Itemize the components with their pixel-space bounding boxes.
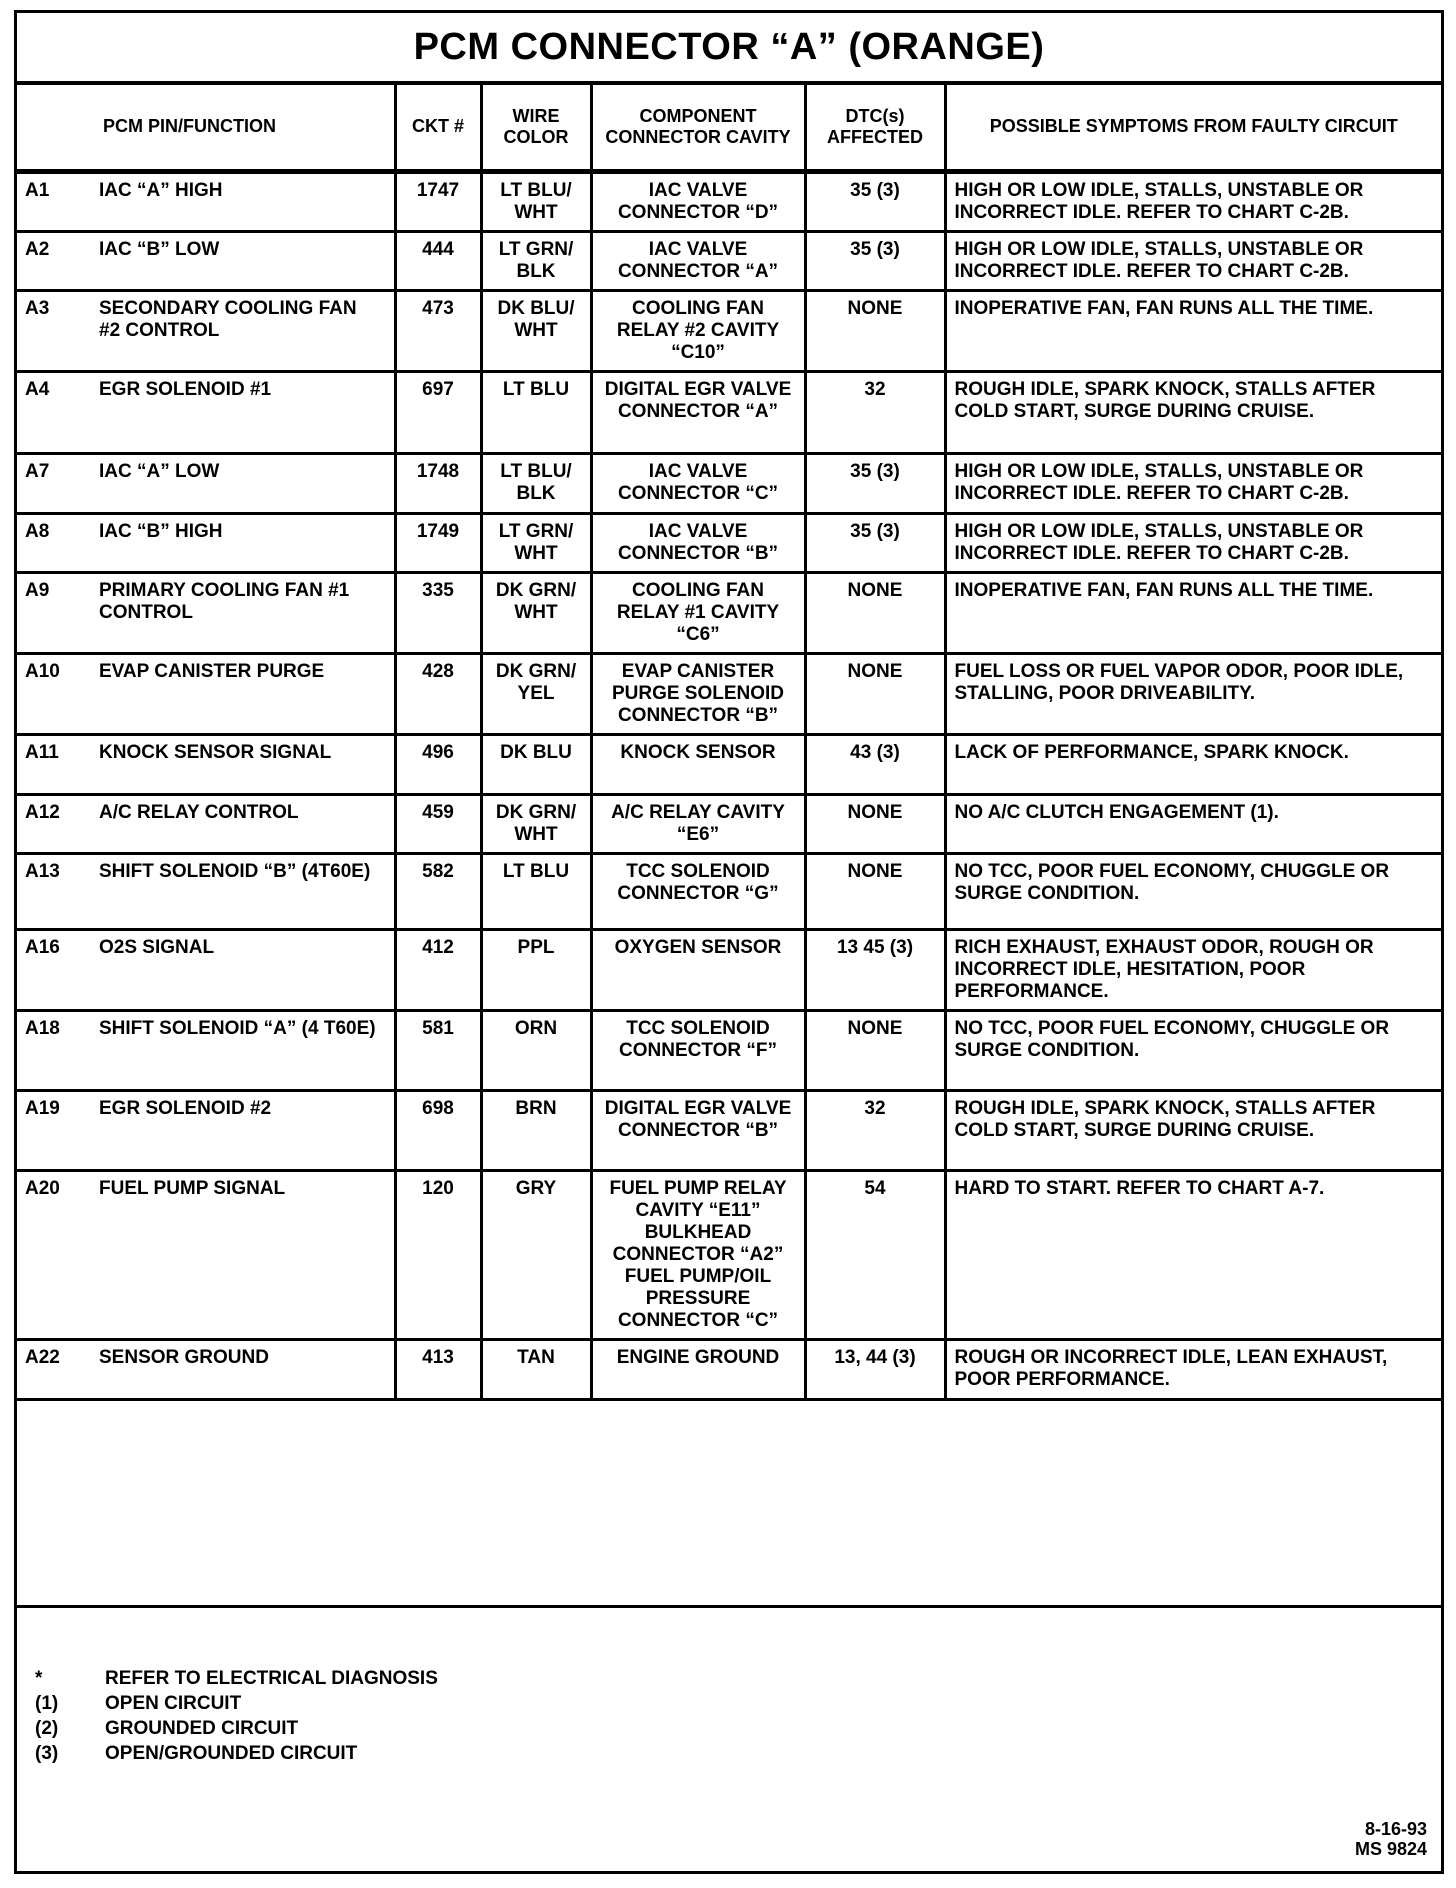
possible-symptoms: NO TCC, POOR FUEL ECONOMY, CHUGGLE OR SURGE CONDITION. xyxy=(945,1010,1441,1090)
possible-symptoms: HIGH OR LOW IDLE, STALLS, UNSTABLE OR INCORRECT IDLE. REFER TO CHART C-2B. xyxy=(945,231,1441,290)
dtc-affected: NONE xyxy=(805,572,945,653)
wire-color: BRN xyxy=(481,1090,591,1170)
possible-symptoms: NO A/C CLUTCH ENGAGEMENT (1). xyxy=(945,794,1441,853)
page-title: PCM CONNECTOR “A” (ORANGE) xyxy=(17,13,1441,85)
pin-function: SHIFT SOLENOID “B” (4T60E) xyxy=(99,860,371,882)
table-row xyxy=(17,290,1441,371)
pin-function-cell xyxy=(17,794,395,853)
dtc-affected: 35 (3) xyxy=(805,231,945,290)
dtc-affected: 35 (3) xyxy=(805,513,945,572)
pin-function-cell xyxy=(17,453,395,513)
note-mark: (2) xyxy=(35,1718,59,1739)
dtc-affected: 35 (3) xyxy=(805,171,945,231)
component-cavity: KNOCK SENSOR xyxy=(591,734,805,794)
table-row xyxy=(17,853,1441,929)
pin-function-cell xyxy=(17,572,395,653)
wire-color: TAN xyxy=(481,1339,591,1399)
ckt-number: 335 xyxy=(395,572,481,653)
component-cavity: A/C RELAY CAVITY “E6” xyxy=(591,794,805,853)
wire-color: LT BLU/ BLK xyxy=(481,453,591,513)
component-cavity: TCC SOLENOID CONNECTOR “G” xyxy=(591,853,805,929)
pin-function: IAC “A” LOW xyxy=(99,460,220,482)
pin-function-cell xyxy=(17,734,395,794)
pin-id: A8 xyxy=(25,520,50,542)
table-row xyxy=(17,371,1441,453)
pin-table xyxy=(17,85,1441,1401)
stamp-code: MS 9824 xyxy=(1354,1839,1427,1859)
pin-function: EGR SOLENOID #2 xyxy=(99,1097,272,1119)
possible-symptoms: ROUGH IDLE, SPARK KNOCK, STALLS AFTER COLD START, SURGE DURING CRUISE. xyxy=(945,371,1441,453)
possible-symptoms: ROUGH IDLE, SPARK KNOCK, STALLS AFTER COLD START, SURGE DURING CRUISE. xyxy=(945,1090,1441,1170)
dtc-affected: 32 xyxy=(805,1090,945,1170)
ckt-number: 1749 xyxy=(395,513,481,572)
note-item xyxy=(35,1691,438,1716)
ckt-number: 413 xyxy=(395,1339,481,1399)
wire-color: DK GRN/ WHT xyxy=(481,572,591,653)
possible-symptoms: HARD TO START. REFER TO CHART A-7. xyxy=(945,1170,1441,1339)
ckt-number: 698 xyxy=(395,1090,481,1170)
pin-function: PRIMARY COOLING FAN #1 CONTROL xyxy=(99,579,350,623)
note-item xyxy=(35,1741,438,1766)
dtc-affected: 54 xyxy=(805,1170,945,1339)
pin-id: A9 xyxy=(25,579,50,601)
table-row xyxy=(17,572,1441,653)
ckt-number: 459 xyxy=(395,794,481,853)
component-cavity: COOLING FAN RELAY #2 CAVITY “C10” xyxy=(591,290,805,371)
pin-function-cell xyxy=(17,853,395,929)
component-cavity: ENGINE GROUND xyxy=(591,1339,805,1399)
wire-color: LT BLU/ WHT xyxy=(481,171,591,231)
table-row xyxy=(17,513,1441,572)
pin-function: FUEL PUMP SIGNAL xyxy=(99,1177,286,1199)
ckt-number: 428 xyxy=(395,653,481,734)
component-cavity: IAC VALVE CONNECTOR “B” xyxy=(591,513,805,572)
component-cavity: IAC VALVE CONNECTOR “D” xyxy=(591,171,805,231)
table-row xyxy=(17,231,1441,290)
pin-id: A10 xyxy=(25,660,60,682)
component-cavity: EVAP CANISTER PURGE SOLENOID CONNECTOR “B” xyxy=(591,653,805,734)
wire-color: DK GRN/ YEL xyxy=(481,653,591,734)
table-row xyxy=(17,929,1441,1010)
pin-function-cell xyxy=(17,513,395,572)
table-row xyxy=(17,1170,1441,1339)
pin-function-cell xyxy=(17,929,395,1010)
ckt-number: 582 xyxy=(395,853,481,929)
pin-id: A12 xyxy=(25,801,60,823)
table-row xyxy=(17,453,1441,513)
possible-symptoms: FUEL LOSS OR FUEL VAPOR ODOR, POOR IDLE, STALLING, POOR DRIVEABILITY. xyxy=(945,653,1441,734)
possible-symptoms: NO TCC, POOR FUEL ECONOMY, CHUGGLE OR SURGE CONDITION. xyxy=(945,853,1441,929)
table-row xyxy=(17,653,1441,734)
wire-color: GRY xyxy=(481,1170,591,1339)
note-mark: * xyxy=(35,1668,43,1689)
possible-symptoms: HIGH OR LOW IDLE, STALLS, UNSTABLE OR INCORRECT IDLE. REFER TO CHART C-2B. xyxy=(945,513,1441,572)
pin-function-cell xyxy=(17,290,395,371)
header-wire-color: WIRE COLOR xyxy=(481,85,591,171)
pin-function-cell xyxy=(17,1170,395,1339)
wire-color: LT GRN/ BLK xyxy=(481,231,591,290)
dtc-affected: 13 45 (3) xyxy=(805,929,945,1010)
pin-function-cell xyxy=(17,371,395,453)
table-row xyxy=(17,734,1441,794)
component-cavity: DIGITAL EGR VALVE CONNECTOR “B” xyxy=(591,1090,805,1170)
dtc-affected: 32 xyxy=(805,371,945,453)
possible-symptoms: INOPERATIVE FAN, FAN RUNS ALL THE TIME. xyxy=(945,290,1441,371)
possible-symptoms: INOPERATIVE FAN, FAN RUNS ALL THE TIME. xyxy=(945,572,1441,653)
ckt-number: 120 xyxy=(395,1170,481,1339)
pin-id: A3 xyxy=(25,297,50,319)
dtc-affected: NONE xyxy=(805,290,945,371)
pin-function-cell xyxy=(17,171,395,231)
dtc-affected: 35 (3) xyxy=(805,453,945,513)
document-stamp xyxy=(1355,1819,1427,1859)
header-pin-function: PCM PIN/FUNCTION xyxy=(17,85,395,171)
pin-id: A1 xyxy=(25,179,50,201)
component-cavity: DIGITAL EGR VALVE CONNECTOR “A” xyxy=(591,371,805,453)
possible-symptoms: HIGH OR LOW IDLE, STALLS, UNSTABLE OR INCORRECT IDLE. REFER TO CHART C-2B. xyxy=(945,453,1441,513)
table-row xyxy=(17,1090,1441,1170)
possible-symptoms: ROUGH OR INCORRECT IDLE, LEAN EXHAUST, POOR PERFORMANCE. xyxy=(945,1339,1441,1399)
component-cavity: IAC VALVE CONNECTOR “C” xyxy=(591,453,805,513)
pin-function-cell xyxy=(17,231,395,290)
pin-rows xyxy=(17,171,1441,1399)
note-text: GROUNDED CIRCUIT xyxy=(105,1718,299,1739)
dtc-affected: 13, 44 (3) xyxy=(805,1339,945,1399)
wire-color: LT BLU xyxy=(481,371,591,453)
dtc-affected: NONE xyxy=(805,653,945,734)
header-symptoms: POSSIBLE SYMPTOMS FROM FAULTY CIRCUIT xyxy=(945,85,1441,171)
component-cavity: COOLING FAN RELAY #1 CAVITY “C6” xyxy=(591,572,805,653)
note-item xyxy=(35,1716,438,1741)
pin-function: IAC “B” LOW xyxy=(99,238,220,260)
pin-function: O2S SIGNAL xyxy=(99,936,215,958)
table-row xyxy=(17,794,1441,853)
wire-color: LT GRN/ WHT xyxy=(481,513,591,572)
pin-id: A2 xyxy=(25,238,50,260)
pin-id: A20 xyxy=(25,1177,60,1199)
notes-section xyxy=(17,1605,1441,1871)
wire-color: DK BLU/ WHT xyxy=(481,290,591,371)
pin-id: A7 xyxy=(25,460,50,482)
pin-function-cell xyxy=(17,1339,395,1399)
ckt-number: 1747 xyxy=(395,171,481,231)
note-text: REFER TO ELECTRICAL DIAGNOSIS xyxy=(105,1668,438,1689)
pin-id: A18 xyxy=(25,1017,60,1039)
pin-function-cell xyxy=(17,653,395,734)
dtc-affected: 43 (3) xyxy=(805,734,945,794)
wire-color: DK GRN/ WHT xyxy=(481,794,591,853)
wire-color: PPL xyxy=(481,929,591,1010)
ckt-number: 496 xyxy=(395,734,481,794)
ckt-number: 412 xyxy=(395,929,481,1010)
pin-id: A22 xyxy=(25,1346,60,1368)
pin-function: IAC “B” HIGH xyxy=(99,520,223,542)
pin-id: A16 xyxy=(25,936,60,958)
table-row xyxy=(17,171,1441,231)
component-cavity: OXYGEN SENSOR xyxy=(591,929,805,1010)
pin-id: A4 xyxy=(25,378,50,400)
stamp-date: 8-16-93 xyxy=(1364,1819,1427,1839)
ckt-number: 473 xyxy=(395,290,481,371)
pin-id: A11 xyxy=(25,741,59,763)
dtc-affected: NONE xyxy=(805,1010,945,1090)
header-ckt: CKT # xyxy=(395,85,481,171)
component-cavity: IAC VALVE CONNECTOR “A” xyxy=(591,231,805,290)
notes-list xyxy=(35,1666,438,1766)
table-row xyxy=(17,1339,1441,1399)
note-text: OPEN/GROUNDED CIRCUIT xyxy=(105,1743,358,1764)
header-row xyxy=(17,85,1441,171)
ckt-number: 1748 xyxy=(395,453,481,513)
possible-symptoms: HIGH OR LOW IDLE, STALLS, UNSTABLE OR INCORRECT IDLE. REFER TO CHART C-2B. xyxy=(945,171,1441,231)
pin-function: EGR SOLENOID #1 xyxy=(99,378,272,400)
ckt-number: 581 xyxy=(395,1010,481,1090)
table-row xyxy=(17,1010,1441,1090)
pin-function: SHIFT SOLENOID “A” (4 T60E) xyxy=(99,1017,376,1039)
note-mark: (3) xyxy=(35,1743,59,1764)
possible-symptoms: RICH EXHAUST, EXHAUST ODOR, ROUGH OR INCORRECT IDLE, HESITATION, POOR PERFORMANCE. xyxy=(945,929,1441,1010)
wire-color: ORN xyxy=(481,1010,591,1090)
document-frame xyxy=(14,10,1444,1874)
pin-function: IAC “A” HIGH xyxy=(99,179,223,201)
pin-id: A19 xyxy=(25,1097,60,1119)
component-cavity: TCC SOLENOID CONNECTOR “F” xyxy=(591,1010,805,1090)
pin-function-cell xyxy=(17,1010,395,1090)
header-component: COMPONENT CONNECTOR CAVITY xyxy=(591,85,805,171)
pin-function: KNOCK SENSOR SIGNAL xyxy=(99,741,332,763)
pin-function: SECONDARY COOLING FAN #2 CONTROL xyxy=(99,297,357,341)
header-dtc: DTC(s) AFFECTED xyxy=(805,85,945,171)
pin-function: EVAP CANISTER PURGE xyxy=(99,660,325,682)
possible-symptoms: LACK OF PERFORMANCE, SPARK KNOCK. xyxy=(945,734,1441,794)
dtc-affected: NONE xyxy=(805,794,945,853)
ckt-number: 444 xyxy=(395,231,481,290)
pin-function-cell xyxy=(17,1090,395,1170)
component-cavity: FUEL PUMP RELAY CAVITY “E11” BULKHEAD CONNECTOR “A2” FUEL PUMP/OIL PRESSURE CONNECTOR “C” xyxy=(591,1170,805,1339)
note-mark: (1) xyxy=(35,1693,59,1714)
wire-color: LT BLU xyxy=(481,853,591,929)
wire-color: DK BLU xyxy=(481,734,591,794)
dtc-affected: NONE xyxy=(805,853,945,929)
pin-function: A/C RELAY CONTROL xyxy=(99,801,299,823)
note-item xyxy=(35,1666,438,1691)
pin-function: SENSOR GROUND xyxy=(99,1346,269,1368)
note-text: OPEN CIRCUIT xyxy=(105,1693,242,1714)
pin-id: A13 xyxy=(25,860,60,882)
ckt-number: 697 xyxy=(395,371,481,453)
